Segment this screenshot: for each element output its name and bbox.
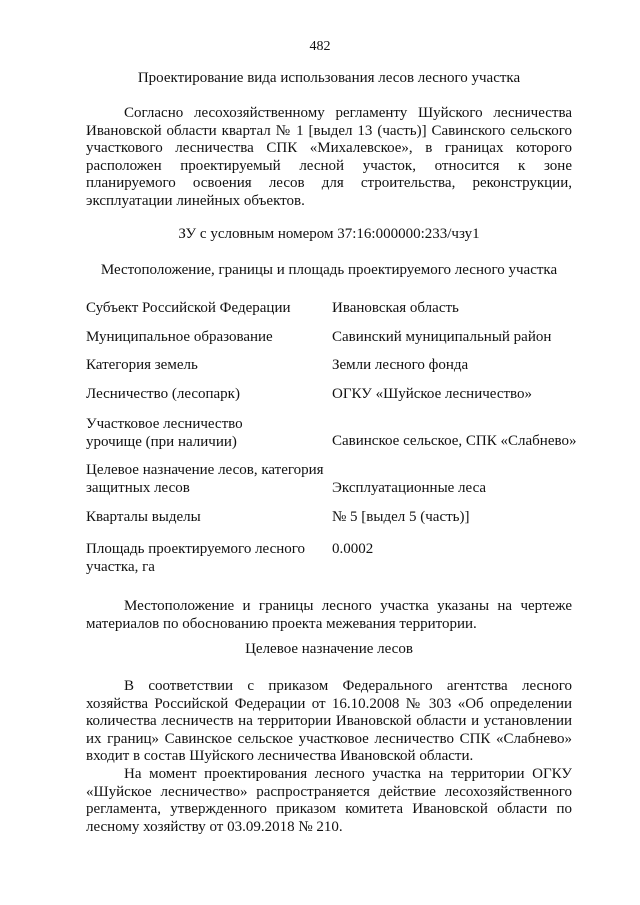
section-heading-usage: Проектирование вида использования лесов лесного участка (137, 70, 521, 86)
info-value: 0.0002 (332, 541, 374, 557)
info-label: Кварталы выделы (86, 509, 201, 525)
section-heading-location: Местоположение, границы и площадь проектируемого лесного участка (100, 262, 558, 278)
info-label: Субъект Российской Федерации (86, 300, 291, 316)
paragraph-order: В соответствии с приказом Федерального агентства лесного хозяйства Российской Федерации от 16.10.2008 № 303 «Об определении количества лесничеств на территории Ивановской области и установлении их границ» Савинское сельское участковое лесничество СПК «Слабнево» входит в состав Шуйского лесничества Ивановской области. (86, 678, 572, 764)
page-number: 482 (309, 39, 331, 54)
info-value: Эксплуатационные леса (332, 480, 487, 496)
info-label: Муниципальное образование (86, 329, 273, 345)
info-label-line: участка, га (86, 558, 155, 575)
info-value: Земли лесного фонда (332, 357, 469, 373)
info-label-line: Площадь проектируемого лесного (86, 541, 306, 557)
info-value: Савинское сельское, СПК «Слабнево» (332, 433, 577, 449)
info-value: Савинский муниципальный район (332, 329, 552, 345)
info-label: Лесничество (лесопарк) (86, 386, 240, 402)
info-value: № 5 [выдел 5 (часть)] (332, 509, 470, 525)
paragraph-drawing: Местоположение и границы лесного участка указаны на чертеже материалов по обоснованию проекта межевания территории. (86, 598, 572, 632)
info-value: Ивановская область (332, 300, 459, 316)
info-label-line: урочище (при наличии) (86, 433, 237, 450)
info-label: Категория земель (86, 357, 198, 373)
paragraph-design: На момент проектирования лесного участка на территории ОГКУ «Шуйское лесничество» распространяется действие лесохозяйственного регламента, утвержденного приказом комитета Ивановской области по лесному хозяйству от 03.09.2018 № 210. (86, 766, 572, 835)
section-heading-purpose: Целевое назначение лесов (245, 641, 413, 657)
info-label-line: Целевое назначение лесов, категория (86, 462, 324, 478)
info-label-line: защитных лесов (86, 479, 190, 496)
parcel-identifier: ЗУ с условным номером 37:16:000000:233/чзу1 (178, 226, 480, 242)
info-label-line: Участковое лесничество (86, 416, 243, 432)
paragraph-regulation: Согласно лесохозяйственному регламенту Шуйского лесничества Ивановской области квартал № 1 [выдел 13 (часть)] Савинского сельского участкового лесничества СПК «Михалевское», в границах которого расположен проектируемый лесной участок, относится к зоне планируемого освоения лесов для строительства, реконструкции, эксплуатации линейных объектов. (86, 105, 572, 209)
info-value: ОГКУ «Шуйское лесничество» (332, 386, 533, 402)
